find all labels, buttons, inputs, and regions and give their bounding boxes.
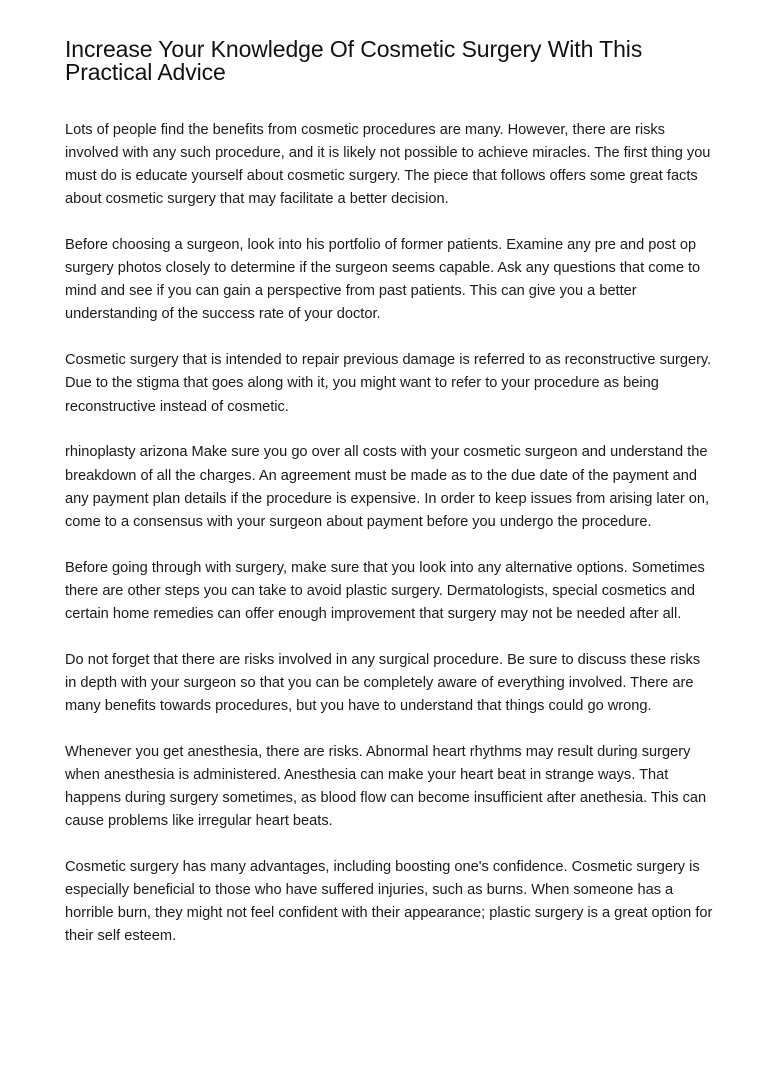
paragraph: Do not forget that there are risks involved in any surgical procedure. Be sure to discuss these risks in depth with your surgeon so that you can be completely aware of everything involved. There are many benefits towards procedures, but you have to understand that things could go wrong.: [65, 651, 701, 714]
paragraph: Lots of people find the benefits from cosmetic procedures are many. However, there are risks involved with any such procedure, and it is likely not possible to achieve miracles. The first thing you must do is educate yourself about cosmetic surgery. The piece that follows offers some great facts about cosmetic surgery that may facilitate a better decision.: [65, 122, 711, 208]
document-page: [65, 38, 715, 971]
paragraph: Before going through with surgery, make sure that you look into any alternative options. Sometimes there are other steps you can take to avoid plastic surgery. Dermatologists, special cosmetics and certain home remedies can offer enough improvement that surgery may not be needed after all.: [65, 559, 705, 622]
paragraph: Before choosing a surgeon, look into his portfolio of former patients. Examine any pre and post op surgery photos closely to determine if the surgeon seems capable. Ask any questions that come to mind and see if you can gain a perspective from past patients. This can give you a better understanding of the success rate of your doctor.: [65, 237, 701, 323]
paragraph: rhinoplasty arizona Make sure you go over all costs with your cosmetic surgeon and understand the breakdown of all the charges. An agreement must be made as to the due date of the payment and any payment plan details if the procedure is expensive. In order to keep issues from arising later on, come to a consensus with your surgeon about payment before you undergo the procedure.: [65, 444, 710, 530]
document-title: Increase Your Knowledge Of Cosmetic Surgery With This Practical Advice: [65, 36, 643, 85]
paragraph: Whenever you get anesthesia, there are risks. Abnormal heart rhythms may result during surgery when anesthesia is administered. Anesthesia can make your heart beat in strange ways. That happens during surgery sometimes, as blood flow can become insufficient after anethesia. This can cause problems like irregular heart beats.: [65, 743, 707, 830]
paragraph: Cosmetic surgery that is intended to repair previous damage is referred to as reconstructive surgery. Due to the stigma that goes along with it, you might want to refer to your procedure as being reconstructive instead of cosmetic.: [65, 352, 712, 415]
document-body: [65, 119, 715, 948]
paragraph: Cosmetic surgery has many advantages, including boosting one's confidence. Cosmetic surgery is especially beneficial to those who have suffered injuries, such as burns. When someone has a horrible burn, they might not feel confident with their appearance; plastic surgery is a great option for their self esteem.: [65, 858, 713, 945]
